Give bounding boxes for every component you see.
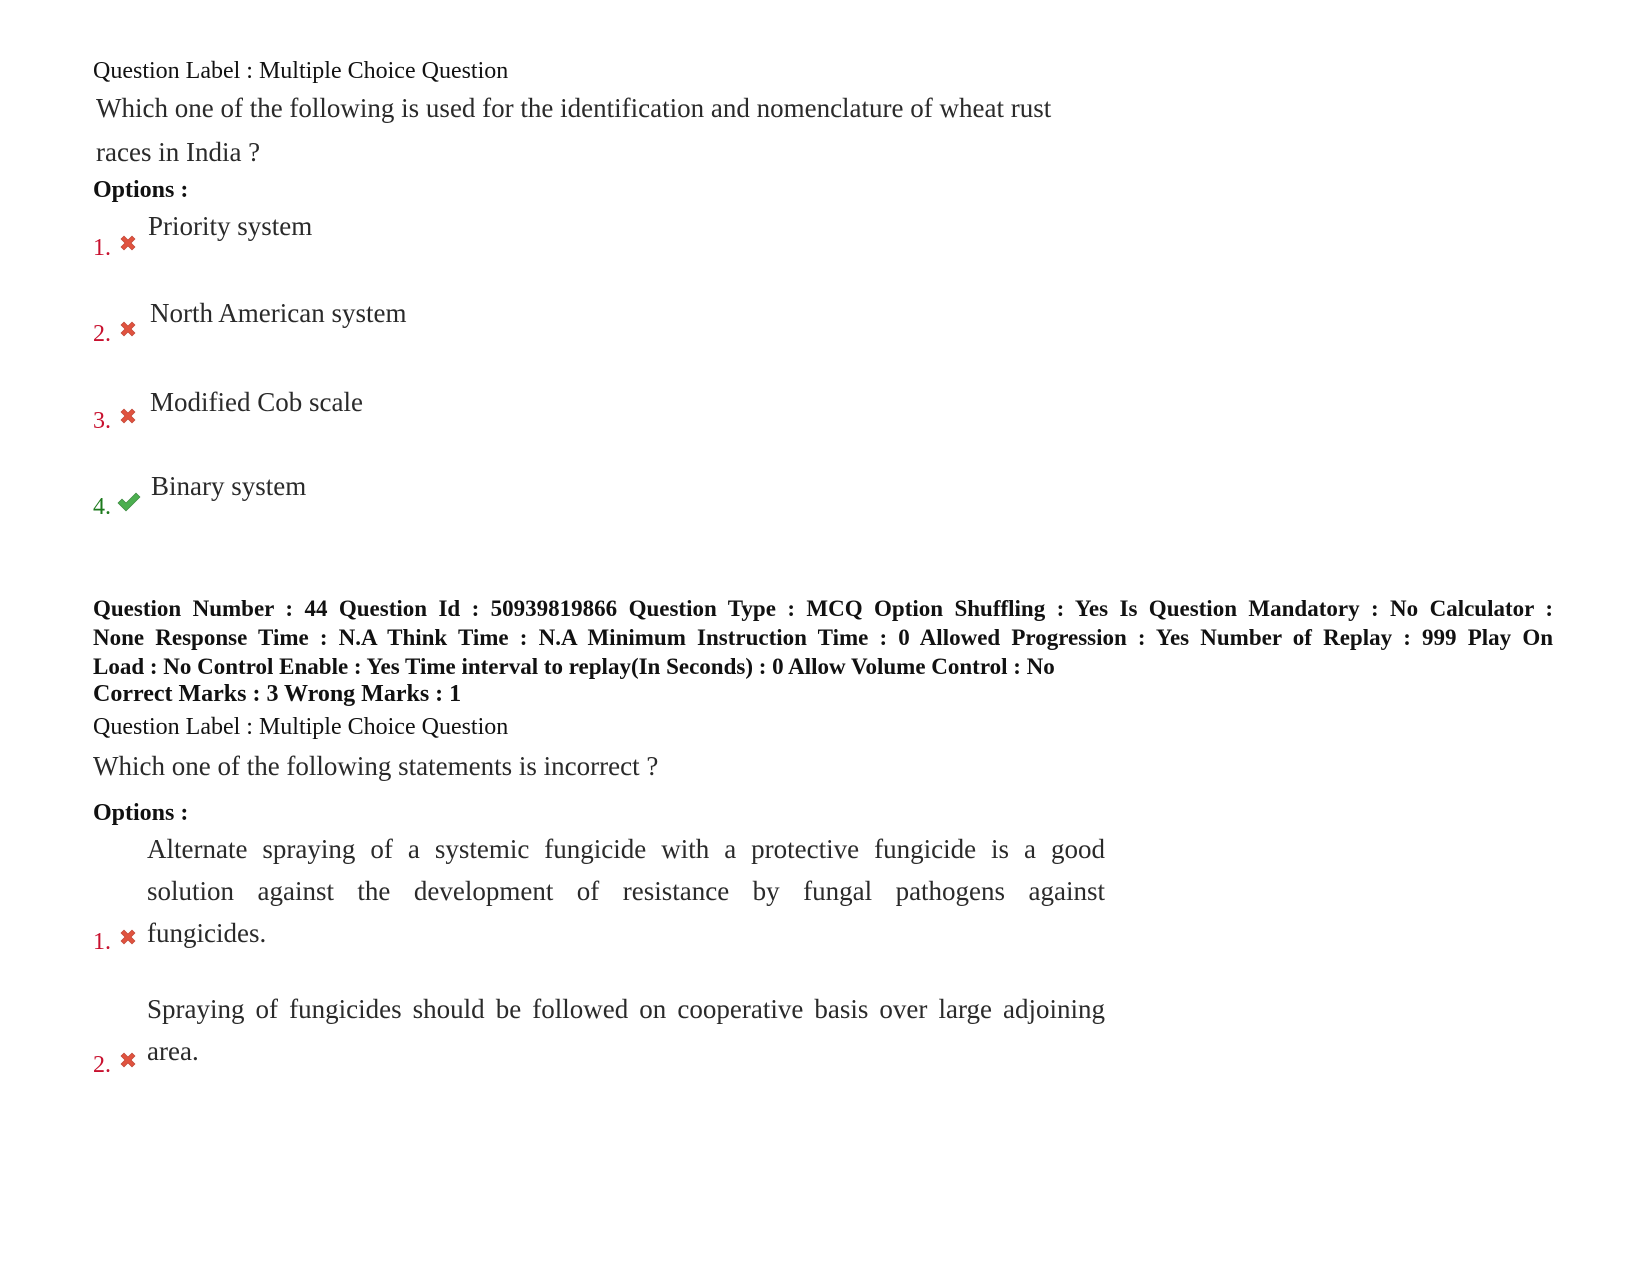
question-text: Which one of the following statements is incorrect ? (93, 751, 659, 781)
option-text: Modified Cob scale (150, 387, 363, 417)
option-number: 2. (93, 321, 111, 347)
question-text-line: races in India ? (96, 137, 261, 167)
option-number: 3. (93, 408, 111, 434)
check-icon (116, 491, 141, 513)
option-number: 2. (93, 1052, 111, 1078)
option-number: 1. (93, 235, 111, 261)
question-meta (93, 594, 1553, 681)
question-meta-line: None Response Time : N.A Think Time : N.A Minimum Instruction Time : 0 Allowed Progression : Yes Number of Replay : 999 Play On (93, 625, 1553, 650)
options-heading: Options : (93, 177, 189, 203)
option-text (147, 828, 1105, 954)
question-label: Question Label : Multiple Choice Question (93, 58, 509, 84)
question-marks: Correct Marks : 3 Wrong Marks : 1 (93, 681, 462, 707)
option-text-line: fungicides. (147, 918, 267, 948)
question-text (96, 86, 1051, 174)
option-number: 4. (93, 494, 111, 520)
option-text: Priority system (148, 211, 313, 241)
cross-icon (117, 232, 139, 254)
cross-icon (117, 926, 139, 948)
option-number: 1. (93, 929, 111, 955)
question-text-line: Which one of the following is used for the identification and nomenclature of wheat rust (96, 93, 1052, 123)
question-label: Question Label : Multiple Choice Question (93, 714, 509, 740)
option-text: Binary system (151, 471, 307, 501)
question-meta-line: Load : No Control Enable : Yes Time interval to replay(In Seconds) : 0 Allow Volume Control : No (93, 654, 1055, 679)
cross-icon (117, 405, 139, 427)
question-meta-line: Question Number : 44 Question Id : 50939819866 Question Type : MCQ Option Shuffling : Yes Is Question Mandatory : No Calculator : (93, 596, 1553, 621)
option-text-line: area. (147, 1036, 199, 1066)
option-text: North American system (150, 298, 407, 328)
option-text-line: solution against the development of resistance by fungal pathogens against (147, 876, 1105, 906)
cross-icon (117, 318, 139, 340)
option-text-line: Alternate spraying of a systemic fungicide with a protective fungicide is a good (147, 834, 1105, 864)
option-text-line: Spraying of fungicides should be followed on cooperative basis over large adjoining (147, 994, 1105, 1024)
option-text (147, 988, 1105, 1072)
cross-icon (117, 1049, 139, 1071)
options-heading: Options : (93, 800, 189, 826)
